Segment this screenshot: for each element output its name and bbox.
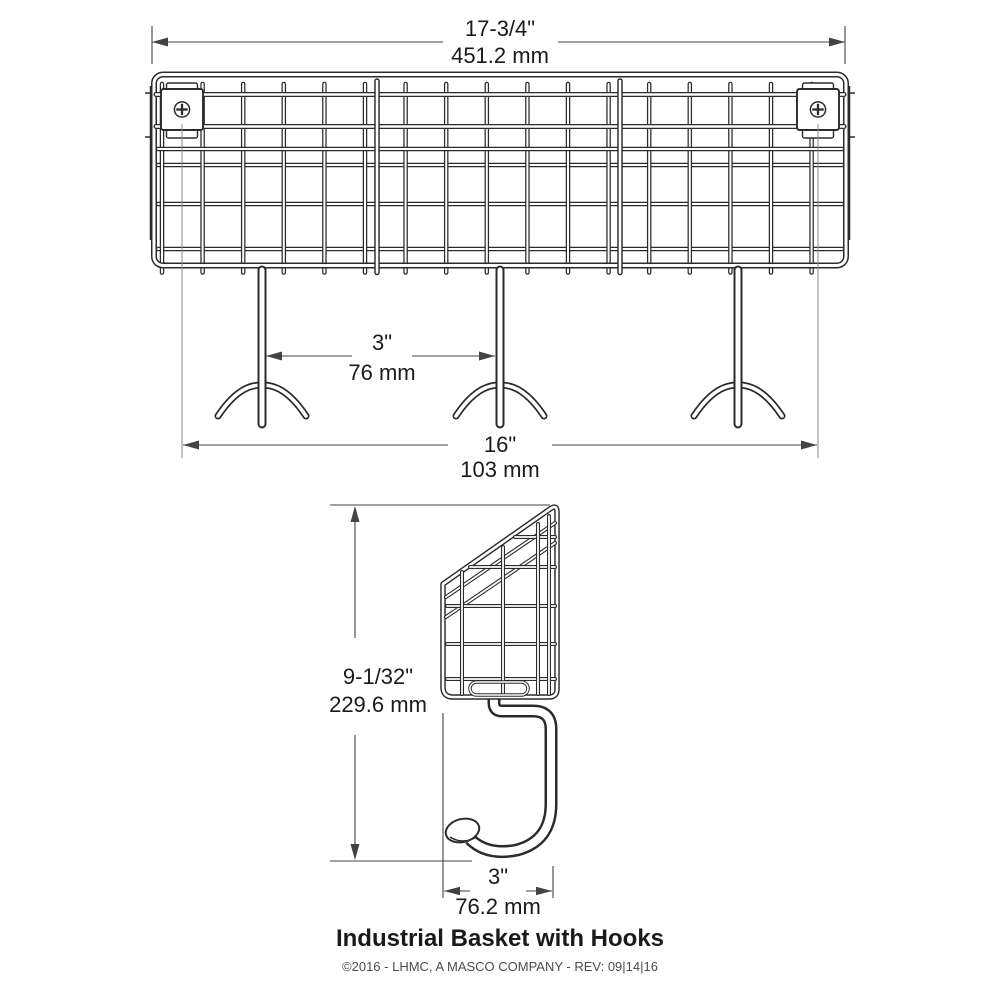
mounting-width-inches-label: 16" [483, 432, 517, 457]
hook-2-front [456, 270, 544, 424]
hook-1-front [218, 270, 306, 424]
hook-3-front [694, 270, 782, 424]
mounting-width-metric-label: 103 mm [460, 457, 540, 482]
overall-height-metric-label: 229.6 mm [329, 692, 427, 717]
arrowhead-right-icon [829, 38, 845, 47]
wall-bracket-right [849, 86, 855, 240]
hook-side-profile [470, 698, 551, 852]
arrowhead-down-icon [351, 844, 360, 860]
arrowhead-left-icon [266, 352, 282, 361]
overall-height-inches-label: 9-1/32" [342, 664, 414, 689]
basket-rim-frame [154, 75, 846, 266]
arrowhead-up-icon [351, 506, 360, 522]
left-mounting-screw [174, 102, 189, 117]
front-view [145, 75, 855, 425]
hook-spacing-inches-label: 3" [371, 330, 393, 355]
hook-depth-inches-label: 3" [487, 864, 509, 889]
drawing-title: Industrial Basket with Hooks [335, 925, 665, 952]
overall-width-inches-label: 17-3/4" [464, 16, 536, 41]
basket-rim-frame-inner [154, 75, 846, 266]
dimension-hook-spacing [266, 330, 495, 385]
wall-bracket-left [145, 86, 151, 240]
dimension-overall-width [152, 16, 845, 68]
arrowhead-right-icon [479, 352, 495, 361]
bottom-runner [470, 682, 528, 695]
bottom-runner-inner [470, 682, 528, 695]
overall-width-metric-label: 451.2 mm [451, 43, 549, 68]
right-mounting-screw [810, 102, 825, 117]
arrowhead-left-icon [183, 441, 199, 450]
copyright-footer: ©2016 - LHMC, A MASCO COMPANY - REV: 09|14|16 [342, 959, 658, 974]
side-view [443, 507, 557, 851]
hook-depth-metric-label: 76.2 mm [455, 894, 541, 919]
arrowhead-right-icon [801, 441, 817, 450]
arrowhead-left-icon [152, 38, 168, 47]
dimension-hook-depth [443, 713, 553, 919]
hook-spacing-metric-label: 76 mm [348, 360, 416, 385]
